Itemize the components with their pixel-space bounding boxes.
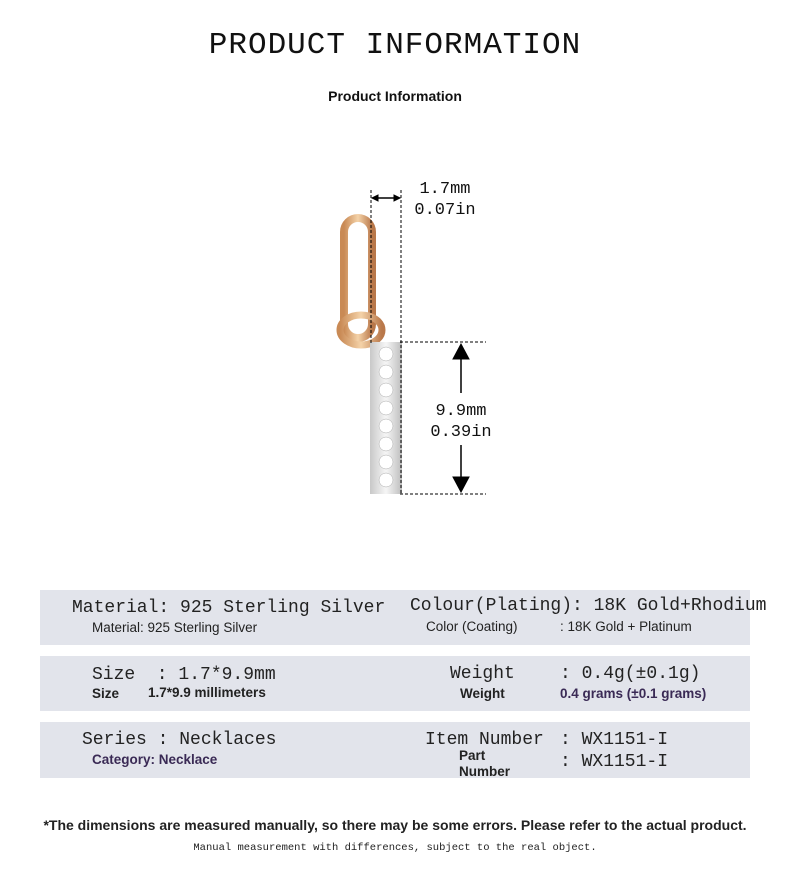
size-translation-value: 1.7*9.9 millimeters xyxy=(148,685,266,700)
material-translation: Material: 925 Sterling Silver xyxy=(92,620,258,635)
height-in-label: 0.39in xyxy=(430,423,492,442)
measurement-note-small: Manual measurement with differences, subject to the real object. xyxy=(193,842,597,854)
gold-loop xyxy=(340,218,382,345)
weight-translation-value: 0.4 grams (±0.1 grams) xyxy=(560,686,707,701)
weight-value: : 0.4g(±0.1g) xyxy=(560,664,701,684)
colour-label: Colour(Plating): 18K Gold+Rhodium xyxy=(410,596,767,616)
weight-translation-label: Weight xyxy=(460,686,505,701)
series-label: Series : Necklaces xyxy=(82,730,277,750)
spec-row-material xyxy=(40,590,767,645)
width-in-label: 0.07in xyxy=(414,201,476,220)
weight-label: Weight xyxy=(450,664,515,684)
spec-row-series xyxy=(40,722,750,778)
part-number-label: Part Number xyxy=(459,748,511,779)
page-title: PRODUCT INFORMATION xyxy=(208,28,582,63)
item-number-value: : WX1151-I xyxy=(560,730,669,750)
color-translation-label: Color (Coating) xyxy=(426,619,518,634)
measurement-note: *The dimensions are measured manually, so there may be some errors. Please refer to the actual product. xyxy=(43,817,747,833)
color-translation-value: : 18K Gold + Platinum xyxy=(560,619,692,634)
size-translation-label: Size xyxy=(92,686,120,701)
category-translation: Category: Necklace xyxy=(92,752,218,767)
material-label: Material: 925 Sterling Silver xyxy=(72,598,386,618)
page-subtitle: Product Information xyxy=(328,88,462,104)
item-number-label: Item Number xyxy=(425,730,544,750)
size-label: Size : 1.7*9.9mm xyxy=(92,665,276,685)
height-mm-label: 9.9mm xyxy=(435,402,487,421)
spec-row-size xyxy=(40,656,750,711)
width-mm-label: 1.7mm xyxy=(419,180,471,199)
part-number-value: : WX1151-I xyxy=(560,752,669,772)
